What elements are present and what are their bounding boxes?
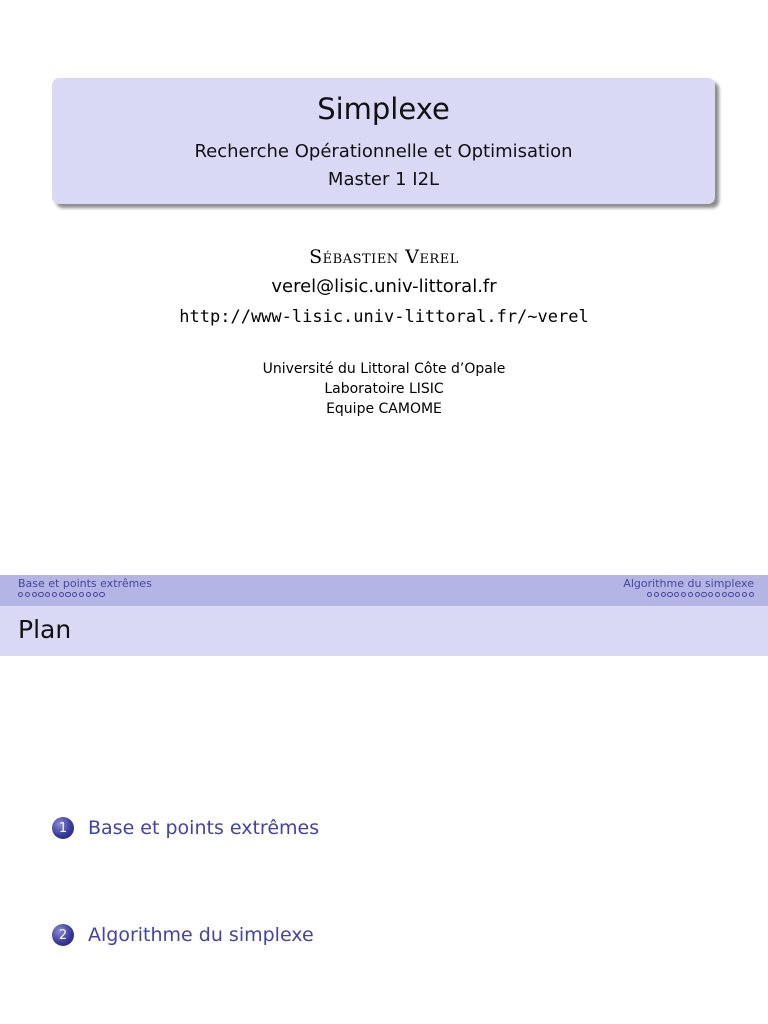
institute-team: Equipe CAMOME [326,401,442,417]
presentation-title: Simplexe [317,92,450,126]
title-box [52,78,715,204]
nav-frame-dots-left [18,592,105,597]
nav-frame-dot[interactable] [674,592,679,597]
toc-number-ball: 2 [52,924,74,946]
nav-frame-dot[interactable] [18,592,23,597]
institute-university: Université du Littoral Côte d’Opale [262,361,506,377]
nav-frame-dot[interactable] [86,592,91,597]
author-email: verel@lisic.univ-littoral.fr [271,276,497,297]
author-name: Sébastien Verel [309,246,459,268]
institute-laboratory: Laboratoire LISIC [324,381,444,397]
nav-frame-dot[interactable] [99,592,104,597]
slide-headline-nav [0,575,768,606]
toc-item-base-points-extremes[interactable] [52,817,319,839]
nav-frame-dot[interactable] [32,592,37,597]
nav-frame-dot[interactable] [79,592,84,597]
nav-frame-dot[interactable] [701,592,706,597]
nav-section-right[interactable]: Algorithme du simplexe [623,577,754,590]
nav-frame-dot[interactable] [688,592,693,597]
nav-frame-dot[interactable] [708,592,713,597]
nav-frame-dot[interactable] [667,592,672,597]
author-url: http://www-lisic.univ-littoral.fr/~verel [179,307,589,327]
nav-frame-dot[interactable] [38,592,43,597]
nav-frame-dot[interactable] [715,592,720,597]
presentation-subtitle-line1: Recherche Opérationnelle et Optimisation [194,141,573,162]
nav-frame-dots-right [647,592,754,597]
toc-label[interactable]: Algorithme du simplexe [88,924,314,946]
nav-frame-dot[interactable] [647,592,652,597]
nav-frame-dot[interactable] [749,592,754,597]
nav-frame-dot[interactable] [728,592,733,597]
toc-number-ball: 1 [52,817,74,839]
nav-frame-dot[interactable] [735,592,740,597]
nav-frame-dot[interactable] [45,592,50,597]
toc-item-algorithme-simplexe[interactable] [52,924,314,946]
nav-frame-dot[interactable] [72,592,77,597]
nav-frame-dot[interactable] [25,592,30,597]
nav-section-left[interactable]: Base et points extrêmes [18,577,152,590]
nav-frame-dot[interactable] [654,592,659,597]
presentation-subtitle-line2: Master 1 I2L [327,169,440,190]
nav-frame-dot[interactable] [52,592,57,597]
nav-frame-dot[interactable] [59,592,64,597]
toc-label[interactable]: Base et points extrêmes [88,817,320,839]
frametitle-bar [0,606,768,656]
nav-frame-dot[interactable] [65,592,70,597]
nav-frame-dot[interactable] [93,592,98,597]
nav-frame-dot[interactable] [742,592,747,597]
nav-frame-dot[interactable] [722,592,727,597]
frame-title: Plan [18,615,72,644]
nav-frame-dot[interactable] [681,592,686,597]
nav-frame-dot[interactable] [695,592,700,597]
nav-frame-dot[interactable] [661,592,666,597]
